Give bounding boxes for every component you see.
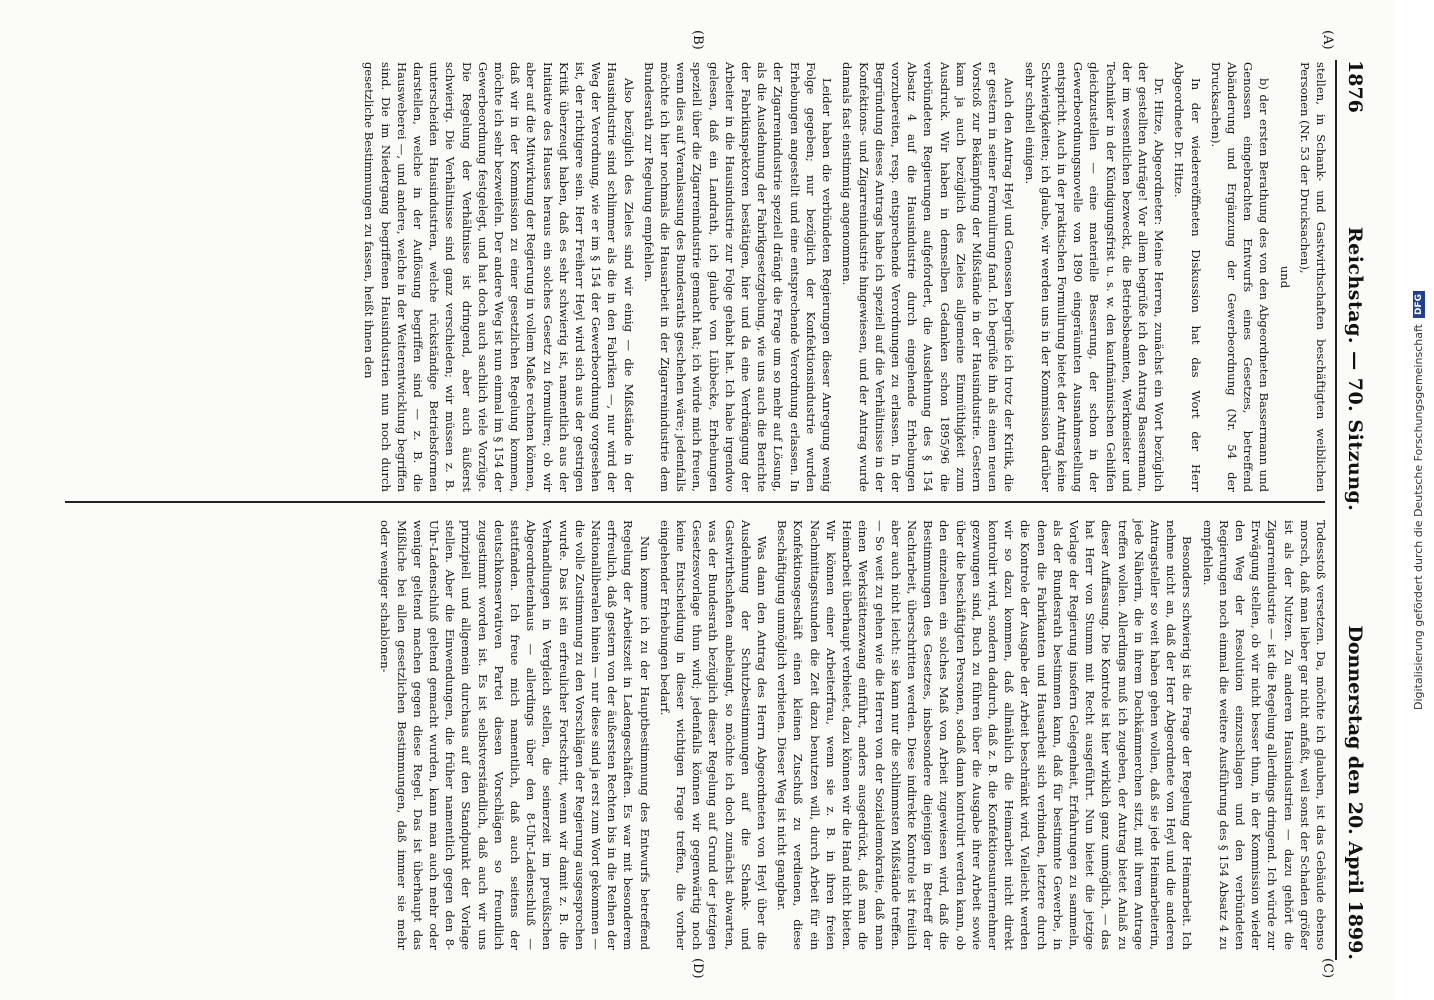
paragraph: Leider haben die verbündeten Regierungen dieser Anregung wenig Folge gegeben; nur bezüglich der Konfektionsindustrie wurden Erhebungen angestellt und eine entsprechende Verordnung erlassen. In der Zigarrenindustrie speziell drängt die Frage um so mehr auf Lösung, als die Ausdehnung der Fabrikgesetzgebung, wie uns auch die Berichte der Fabrikinspektoren bestätigen, hier und da eine Verdrängung der Arbeiter in die Hausindustrie zur Folge gehabt hat. Ich habe irgendwo gelesen, daß ein Landrath, ich glaube von Lübbecke, Erhebungen speziell über die Zigarrenindustrie gemacht hat; ich würde mich freuen, wenn dies auf Veranlassung des Bundesraths geschehen wäre; jedenfalls möchte ich hier nochmals die Hausarbeit in der Zigarrenindustrie dem Bundesrath zur Regelung empfehlen.: [641, 62, 835, 492]
digitization-credit: [1402, 0, 1434, 1000]
margin-marker-a: (A): [1320, 30, 1335, 50]
paragraph: und: [1277, 265, 1292, 289]
right-column: [373, 520, 1329, 950]
header-title: Reichstag. — 70. Sitzung.: [1344, 226, 1366, 512]
paragraph: Was dann den Antrag des Herrn Abgeordneten von Heyl über die Ausdehnung der Schutzbestimmungen auf die Schank- und Gastwirthschaften anbelangt, so möchte ich doch zunächst abwarten, was der Bundesrath bezüglich dieser Regelung auf Grund der jetzigen Gesetzesvorlage thun wird; jedenfalls können wir gegenwärtig noch keine Entscheidung in dieser wichtigen Frage treffen, die vorher eingehender Erhebungen bedarf.: [657, 520, 770, 950]
paragraph: In der wiedereröffneten Diskussion hat das Wort der Herr Abgeordnete Dr. Hitze.: [1172, 62, 1203, 492]
paragraph: b) der ersten Berathung des von den Abgeordneten Bassermann und Genossen eingebrachten Entwurfs eines Gesetzes, betreffend Abänderung und Ergänzung der Gewerbeordnung (Nr. 54 der Drucksachen).: [1208, 62, 1272, 492]
credit-text: Digitalisierung gefördert durch die Deutsche Forschungsgemeinschaft: [1411, 323, 1425, 710]
paragraph: Besonders schwierig ist die Frage der Regelung der Heimarbeit. Ich nehme nicht an, daß der Herr Abgeordnete von Heyl und die anderen Antragsteller so weit haben gehen wollen, daß sie jede Heimarbeiterin, jede Näherin, die in ihrem Dachkämmerchen sitzt, mit ihrem Antrage treffen wollen. Allerdings muß ich zugeben, der Antrag bietet Anlaß zu dieser Auffassung. Die Kontrole ist hier wirklich ganz unmöglich, — das hat Herr von Stumm mit Recht ausgeführt. Nun bietet die jetzige Vorlage der Regierung insofern Gelegenheit, Erfahrungen zu sammeln, als der Bundesrath bestimmen kann, daß für bestimmte Gewerbe, in denen die Fabrikanten und Hausarbeit sich verbinden, letztere durch die Kontrole der Ausgabe der Arbeit beschränkt wird. Vielleicht werden wir so dazu kommen, daß allmählich die Heimarbeit nicht direkt kontrolirt wird, sondern dadurch, daß z. B. die Konfektionsunternehmer gezwungen sind, Buch zu führen über die Ausgabe ihrer Arbeit sowie über die beschäftigten Personen, sodaß dann kontrolirt werden kann, ob den einzelnen ein solches Maß von Arbeit zugewiesen wird, daß die Bestimmungen des Gesetzes, insbesondere diejenigen in Betreff der Nachtarbeit, überschritten werden. Diese indirekte Kontrole ist freilich aber auch nicht leicht: sie kann nur die schlimmsten Mißstände treffen. — So weit zu gehen wie die Herren von der Sozialdemokratie, daß man einen Werkstättenzwang einführt, anders ausgedrückt, daß man die Heimarbeit überhaupt verbietet, dazu können wir die Hand nicht bieten. Wir können einer Arbeiterfrau, wenn sie z. B. in ihren freien Nachmittagsstunden die Zeit dazu benutzen will, durch Arbeit für ein Konfektionsgeschäft einen kleinen Zuschuß zu verdienen, diese Beschäftigung unmöglich verbieten. Dieser Weg ist nicht gangbar.: [775, 520, 1195, 950]
header-date: Donnerstag den 20. April 1899.: [1344, 625, 1366, 960]
page-number: 1876: [1344, 60, 1366, 113]
page-header: [1335, 60, 1373, 960]
margin-marker-c: (C): [1320, 958, 1335, 979]
paragraph: Nun komme ich zu der Hauptbestimmung des Entwurfs betreffend Regelung der Arbeitszeit in Ladengeschäften. Es war mit besonderem erfreulich, daß gestern von der äußersten Rechten bis in die Reihen der Nationalliberalen hinein — nur diese sind ja erst zum Wort gekommen — die volle Zustimmung zu den Vorschlägen der Regierung ausgesprochen wurde. Das ist ein erfreulicher Fortschritt, wenn wir damit z. B. die Verhandlungen in Vergleich stellen, die seinerzeit im preußischen Abgeordnetenhaus — allerdings über den 8-Uhr-Ladenschluß — stattfanden. Ich freue mich namentlich, daß auch seitens der deutschkonservativen Partei diesen Vorschlägen so freundlich zugestimmt worden ist. Es ist selbstverständlich, daß auch wir uns prinzipiell und allgemein durchaus auf den Standpunkt der Vorlage stellen. Aber die Einwendungen, die früher namentlich gegen den 8-Uhr-Ladenschluß geltend gemacht wurden, kann man auch mehr oder weniger geltend machen gegen diese Regel. Das ist überhaupt das Mißliche bei allen gesetzlichen Bestimmungen, daß immer sie mehr oder weniger schablonen-: [378, 520, 652, 950]
column-divider: [65, 501, 1325, 503]
paragraph: Todesstoß versetzen. Da, möchte ich glauben, ist das Gebäude ebenso morsch, daß man lieber gar nicht anfaßt, weil sonst der Schaden größer ist als der Nutzen. Zu anderen Hausindustrien — dazu gehört die Zigarrenindustrie — ist die Regelung allerdings dringend. Ich würde zur Erwägung stellen, ob wir nicht besser thun, in der Kommission wieder den Weg der Resolution einzuschlagen und den verbündeten Regierungen noch einmal die weitere Ausführung des § 154 Absatz 4 zu empfehlen.: [1200, 520, 1328, 950]
paragraph: Dr. Hitze, Abgeordneter: Meine Herren, zunächst ein Wort bezüglich der gestellten Anträge! Vor allem begrüße ich den Antrag Bassermann, der im wesentlichen bezweckt, die Betriebsbeamten, Werkmeister und Techniker in der Kündigungsfrist u. s. w. den kaufmännischen Gehilfen gleichzustellen — eine materielle Besserung, der schon in der Gewerbeordnungsnovelle von 1890 eingeräumten Ausnahmestellung entspricht. Auch in der praktischen Formulirung bietet der Antrag keine Schwierigkeiten; ich glaube, wir werden uns in der Kommission darüber sehr schnell einigen.: [1022, 62, 1167, 492]
paragraph: Auch den Antrag Heyl und Genossen begrüße ich trotz der Kritik, die er gestern in seiner Formulirung fand. Ich begrüße ihn als einen neuen Vorstoß zur Bekämpfung der Mißstände in der Hausindustrie. Gestern kam ja auch bezüglich des Zieles allgemeine Einmüthigkeit zum Ausdruck. Wir haben in demselben Gedanken schon 1895/96 die verbündeten Regierungen aufgefordert, die Ausdehnung des § 154 Absatz 4 auf die Hausindustrie durch eingehende Erhebungen vorzubereiten, resp. entsprechende Verordnungen zu erlassen. In der Begründung dieses Antrags habe ich speziell auf die Verhältnisse in der Konfektions- und Zigarrenindustrie hingewiesen, und der Antrag wurde damals fast einstimmig angenommen.: [840, 62, 1017, 492]
margin-marker-b: (B): [690, 30, 705, 50]
margin-marker-d: (D): [690, 958, 705, 979]
dfg-logo-icon: DFG: [1412, 291, 1424, 318]
left-column: [357, 62, 1329, 492]
paragraph: Also bezüglich des Zieles sind wir einig — die Mißstände in der Hausindustrie sind schlimmer als die in den Fabriken —, nur wird der Weg der Verordnung, wie er im § 154 der Gewerbeordnung vorgesehen ist, der richtigere sein. Herr Freiherr Heyl wird sich aus der gestrigen Kritik überzeugt haben, daß es sehr schwierig ist, namentlich aus der Initiative des Hauses heraus ein solches Gesetz zu formuliren; ob wir aber auf die Mitwirkung der Regierung in vollem Maße rechnen können, daß wir in der Kommission zu einer gesetzlichen Regelung kommen, möchte ich sehr bezweifeln. Der andere Weg ist nun einmal im § 154 der Gewerbeordnung festgelegt, und hat doch auch sachlich viele Vorzüge. Die Regelung der Verhältnisse ist dringend, aber auch äußerst schwierig. Die Verhältnisse sind ganz verschieden; wir müssen z. B. unterscheiden Hausindustrien, welche rückständige Betriebsformen darstellen, welche in der Auflösung begriffen sind — z. B. die Hausweberei —, und andere, welche in der Weiterentwicklung begriffen sind. Die im Niedergang begriffenen Hausindustrien nun noch durch gesetzliche Bestimmungen zu fassen, heißt ihnen den: [362, 62, 636, 492]
paragraph: stellen, in Schank- und Gastwirthschaften beschäftigten weiblichen Personen (Nr. 53 der Drucksachen),: [1297, 62, 1328, 492]
